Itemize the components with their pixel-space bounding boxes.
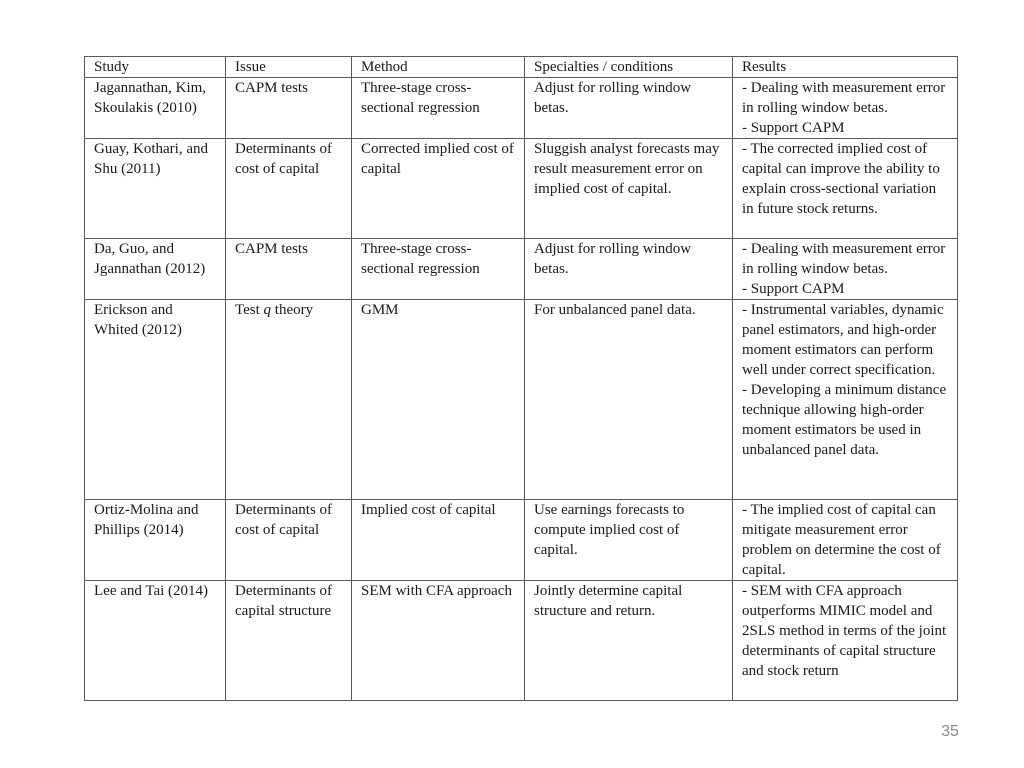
issue-suffix: theory — [271, 302, 314, 318]
cell-results — [733, 239, 958, 300]
page-number: 35 — [941, 723, 959, 740]
result-item: - Dealing with measurement error in rolling window betas. — [742, 241, 946, 277]
result-item: - The corrected implied cost of capital can improve the ability to explain cross-sectional variation in future stock returns. — [742, 141, 940, 217]
issue-q: q — [263, 302, 272, 318]
table-row — [85, 139, 958, 239]
cell-specialties: Adjust for rolling window betas. — [525, 239, 733, 300]
cell-method: Three-stage cross-sectional regression — [352, 239, 525, 300]
cell-specialties: Use earnings forecasts to compute implied cost of capital. — [525, 500, 733, 581]
result-item: - Support CAPM — [742, 281, 845, 297]
result-item: - SEM with CFA approach outperforms MIMIC model and 2SLS method in terms of the joint determinants of capital structure and stock return — [742, 583, 947, 679]
table-row — [85, 581, 958, 701]
header-issue: Issue — [226, 57, 352, 78]
cell-study: Jagannathan, Kim, Skoulakis (2010) — [85, 78, 226, 139]
cell-specialties: Jointly determine capital structure and return. — [525, 581, 733, 701]
cell-results — [733, 500, 958, 581]
cell-specialties: Sluggish analyst forecasts may result measurement error on implied cost of capital. — [525, 139, 733, 239]
cell-results — [733, 300, 958, 500]
cell-issue: Determinants of cost of capital — [226, 500, 352, 581]
cell-issue — [226, 300, 352, 500]
issue-prefix: Test — [235, 302, 264, 318]
cell-issue: CAPM tests — [226, 78, 352, 139]
cell-specialties: For unbalanced panel data. — [525, 300, 733, 500]
cell-method: Corrected implied cost of capital — [352, 139, 525, 239]
cell-method: GMM — [352, 300, 525, 500]
cell-study: Erickson and Whited (2012) — [85, 300, 226, 500]
result-item: - Dealing with measurement error in rolling window betas. — [742, 80, 946, 116]
cell-results — [733, 139, 958, 239]
table-header-row — [85, 57, 958, 78]
table-row — [85, 78, 958, 139]
cell-issue: CAPM tests — [226, 239, 352, 300]
cell-study: Guay, Kothari, and Shu (2011) — [85, 139, 226, 239]
cell-issue: Determinants of cost of capital — [226, 139, 352, 239]
cell-study: Da, Guo, and Jgannathan (2012) — [85, 239, 226, 300]
table-row — [85, 300, 958, 500]
literature-table — [84, 56, 958, 701]
header-method: Method — [352, 57, 525, 78]
cell-study: Ortiz-Molina and Phillips (2014) — [85, 500, 226, 581]
table-row — [85, 500, 958, 581]
cell-method: Three-stage cross-sectional regression — [352, 78, 525, 139]
cell-results — [733, 78, 958, 139]
cell-issue: Determinants of capital structure — [226, 581, 352, 701]
cell-study: Lee and Tai (2014) — [85, 581, 226, 701]
cell-method: SEM with CFA approach — [352, 581, 525, 701]
cell-specialties: Adjust for rolling window betas. — [525, 78, 733, 139]
result-item: - The implied cost of capital can mitigate measurement error problem on determine the cost of capital. — [742, 502, 941, 578]
cell-results — [733, 581, 958, 701]
result-item: - Instrumental variables, dynamic panel estimators, and high-order moment estimators can perform well under correct specification. — [742, 302, 944, 378]
result-item: - Developing a minimum distance technique allowing high-order moment estimators be used in unbalanced panel data. — [742, 382, 947, 458]
header-specialties: Specialties / conditions — [525, 57, 733, 78]
header-results: Results — [733, 57, 958, 78]
cell-method: Implied cost of capital — [352, 500, 525, 581]
header-study: Study — [85, 57, 226, 78]
result-item: - Support CAPM — [742, 120, 845, 136]
table-row — [85, 239, 958, 300]
